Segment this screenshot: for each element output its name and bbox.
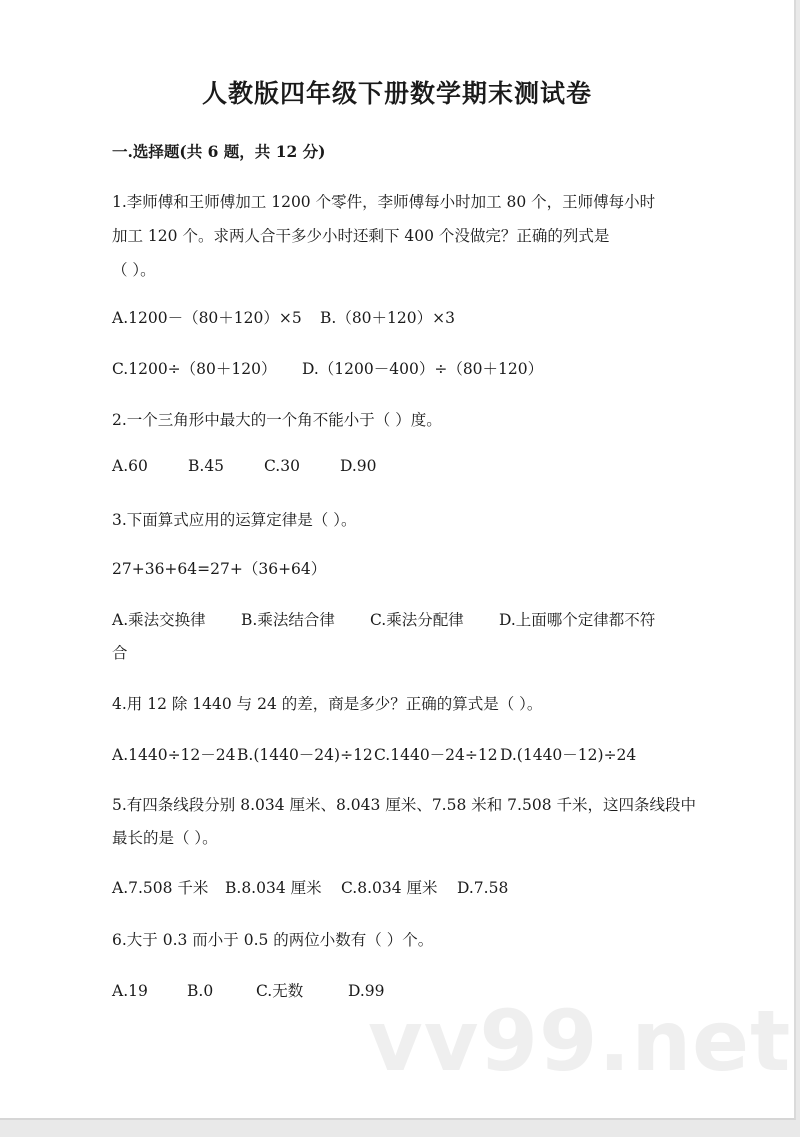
option-d: D.（1200－400）÷（80＋120）	[302, 360, 544, 378]
question-6-options	[112, 979, 385, 1001]
question-4-line-1: 4.用 12 除 1440 与 24 的差，商是多少？正确的算式是（ ）。	[112, 695, 543, 713]
watermark: vv99.net	[368, 992, 792, 1090]
question-1-line-3: （ ）。	[112, 261, 156, 279]
option-c: C.乘法分配律	[370, 611, 464, 629]
option-b: B.（80＋120）×3	[320, 309, 455, 327]
option-d: D.上面哪个定律都不符	[499, 611, 656, 629]
question-5-options	[112, 876, 508, 898]
option-a: A.1440÷12－24	[112, 746, 236, 764]
option-c: C.8.034 厘米	[341, 879, 438, 897]
question-2-options	[112, 457, 377, 475]
question-3-line-1: 3.下面算式应用的运算定律是（ ）。	[112, 511, 357, 529]
page-title: 人教版四年级下册数学期末测试卷	[201, 79, 592, 108]
option-b: B.0	[187, 982, 214, 1000]
option-a: A.19	[112, 982, 148, 1000]
question-2-line-1: 2.一个三角形中最大的一个角不能小于（ ）度。	[112, 411, 442, 429]
option-b: B.45	[188, 457, 225, 475]
question-3-expression: 27+36+64=27+（36+64）	[112, 560, 327, 578]
section-heading: 一.选择题(共 6 题，共 12 分)	[112, 142, 326, 161]
question-1-options-row-1	[112, 306, 455, 328]
question-3-options	[112, 608, 655, 630]
option-d-continued: 合	[112, 644, 128, 662]
question-3-options-wrap	[112, 641, 128, 663]
option-b: B.(1440－24)÷12	[237, 746, 373, 764]
option-b: B.8.034 厘米	[225, 879, 322, 897]
question-1-options-row-2	[112, 357, 543, 379]
option-a: A.60	[112, 457, 148, 475]
option-a: A.乘法交换律	[112, 611, 206, 629]
option-d: D.90	[340, 457, 377, 475]
option-c: C.30	[264, 457, 300, 475]
question-6-line-1: 6.大于 0.3 而小于 0.5 的两位小数有（ ）个。	[112, 931, 434, 949]
question-5-line-1: 5.有四条线段分别 8.034 厘米、8.043 厘米、7.58 米和 7.508 千米，这四条线段中	[112, 796, 696, 814]
option-b: B.乘法结合律	[241, 611, 335, 629]
option-c: C.1440－24÷12	[374, 746, 498, 764]
option-d: D.(1440－12)÷24	[500, 746, 637, 764]
option-a: A.1200－（80＋120）×5	[112, 309, 302, 327]
option-c: C.无数	[256, 982, 304, 1000]
option-a: A.7.508 千米	[112, 879, 209, 897]
question-1-line-2: 加工 120 个。求两人合干多少小时还剩下 400 个没做完？正确的列式是	[112, 227, 610, 245]
option-d: D.7.58	[457, 879, 509, 897]
option-d: D.99	[348, 982, 385, 1000]
question-1-line-1: 1.李师傅和王师傅加工 1200 个零件，李师傅每小时加工 80 个，王师傅每小时	[112, 193, 656, 211]
question-5-line-2: 最长的是（ ）。	[112, 829, 218, 847]
option-c: C.1200÷（80＋120）	[112, 360, 277, 378]
question-4-options	[112, 743, 636, 765]
